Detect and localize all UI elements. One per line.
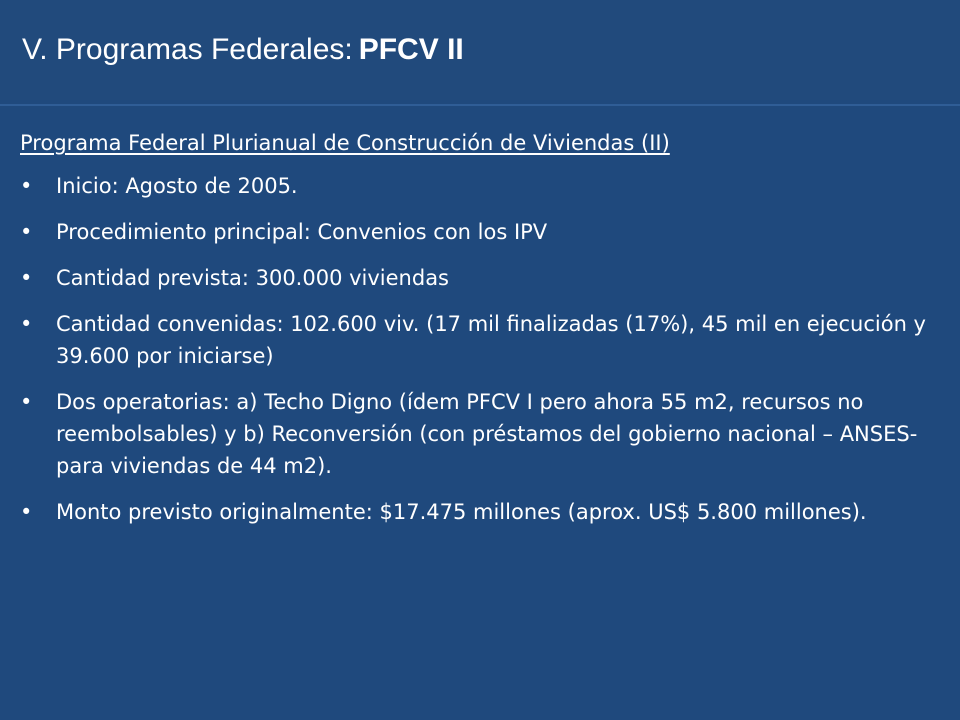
bullet-icon: •	[20, 266, 33, 290]
bullet-item	[20, 170, 930, 202]
bullet-icon: •	[20, 220, 33, 244]
title-divider	[0, 104, 960, 106]
bullet-item	[20, 308, 930, 372]
slide-body	[20, 126, 930, 542]
bullet-item	[20, 496, 930, 528]
slide-title	[22, 30, 464, 70]
bullet-item	[20, 262, 930, 294]
slide-title-emphasis: PFCV II	[358, 33, 464, 66]
bullet-icon: •	[20, 174, 33, 198]
bullet-item	[20, 216, 930, 248]
bullet-item	[20, 386, 930, 482]
bullet-text: Monto previsto originalmente: $17.475 millones (aprox. US$ 5.800 millones).	[56, 500, 867, 524]
bullet-text: Cantidad convenidas: 102.600 viv. (17 mil finalizadas (17%), 45 mil en ejecución y 39.600 por iniciarse)	[56, 312, 926, 368]
title-bar	[0, 0, 960, 100]
bullet-text: Procedimiento principal: Convenios con los IPV	[56, 220, 548, 244]
slide-title-prefix: V. Programas Federales:	[22, 33, 353, 66]
bullet-text: Dos operatorias: a) Techo Digno (ídem PFCV I pero ahora 55 m2, recursos no reembolsables) y b) Reconversión (con préstamos del gobierno nacional – ANSES- para viviendas de 44 m2).	[56, 390, 918, 478]
bullet-icon: •	[20, 390, 33, 414]
bullet-icon: •	[20, 500, 33, 524]
bullet-list	[20, 170, 930, 528]
slide-subtitle: Programa Federal Plurianual de Construcción de Viviendas (II)	[20, 131, 670, 155]
bullet-text: Inicio: Agosto de 2005.	[56, 174, 298, 198]
bullet-text: Cantidad prevista: 300.000 viviendas	[56, 266, 450, 290]
bullet-icon: •	[20, 312, 33, 336]
